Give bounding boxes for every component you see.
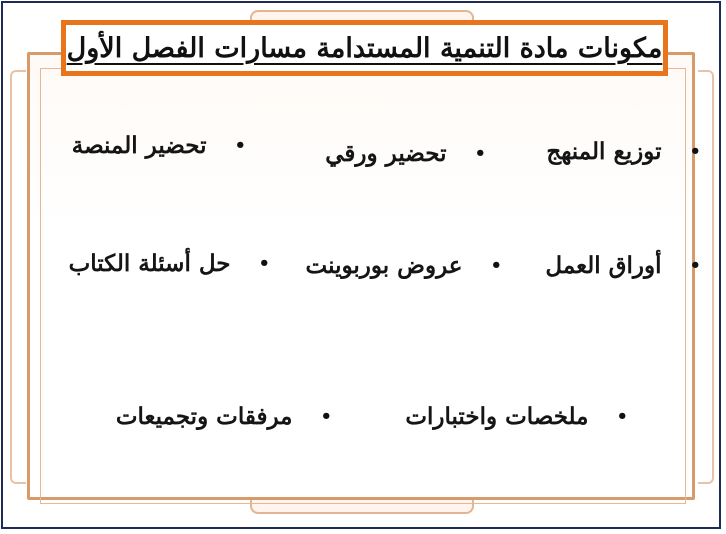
title-box bbox=[61, 20, 668, 76]
paper-left-strip bbox=[10, 70, 26, 484]
list-item-summaries-tests bbox=[405, 403, 628, 430]
bullet-icon: • bbox=[234, 135, 246, 156]
list-item-label: ملخصات واختبارات bbox=[405, 403, 589, 430]
bullet-icon: • bbox=[474, 143, 486, 164]
list-item-syllabus-distribution bbox=[546, 138, 701, 165]
list-item-label: أوراق العمل bbox=[545, 252, 662, 279]
bullet-icon: • bbox=[320, 406, 332, 427]
list-item-attachments-compilations bbox=[116, 403, 332, 430]
list-item-label: عروض بوربوينت bbox=[305, 252, 463, 279]
bullet-icon: • bbox=[616, 406, 628, 427]
list-item-label: توزيع المنهج bbox=[546, 138, 662, 165]
list-item-powerpoint-presentations bbox=[306, 252, 502, 279]
list-item-textbook-solutions bbox=[69, 250, 270, 277]
page-title: مكونات مادة التنمية المستدامة مسارات الفصل الأول bbox=[66, 32, 663, 64]
list-item-label: حل أسئلة الكتاب bbox=[68, 250, 231, 277]
bullet-icon: • bbox=[490, 255, 502, 276]
list-item-worksheets bbox=[545, 252, 701, 279]
list-item-paper-preparation bbox=[325, 140, 486, 167]
list-item-label: مرفقات وتجميعات bbox=[115, 403, 293, 430]
bullet-icon: • bbox=[689, 255, 701, 276]
bullet-icon: • bbox=[689, 141, 701, 162]
list-item-label: تحضير ورقي bbox=[325, 140, 447, 167]
list-item-platform-preparation bbox=[72, 132, 246, 159]
bullet-icon: • bbox=[258, 253, 270, 274]
list-item-label: تحضير المنصة bbox=[71, 132, 207, 159]
